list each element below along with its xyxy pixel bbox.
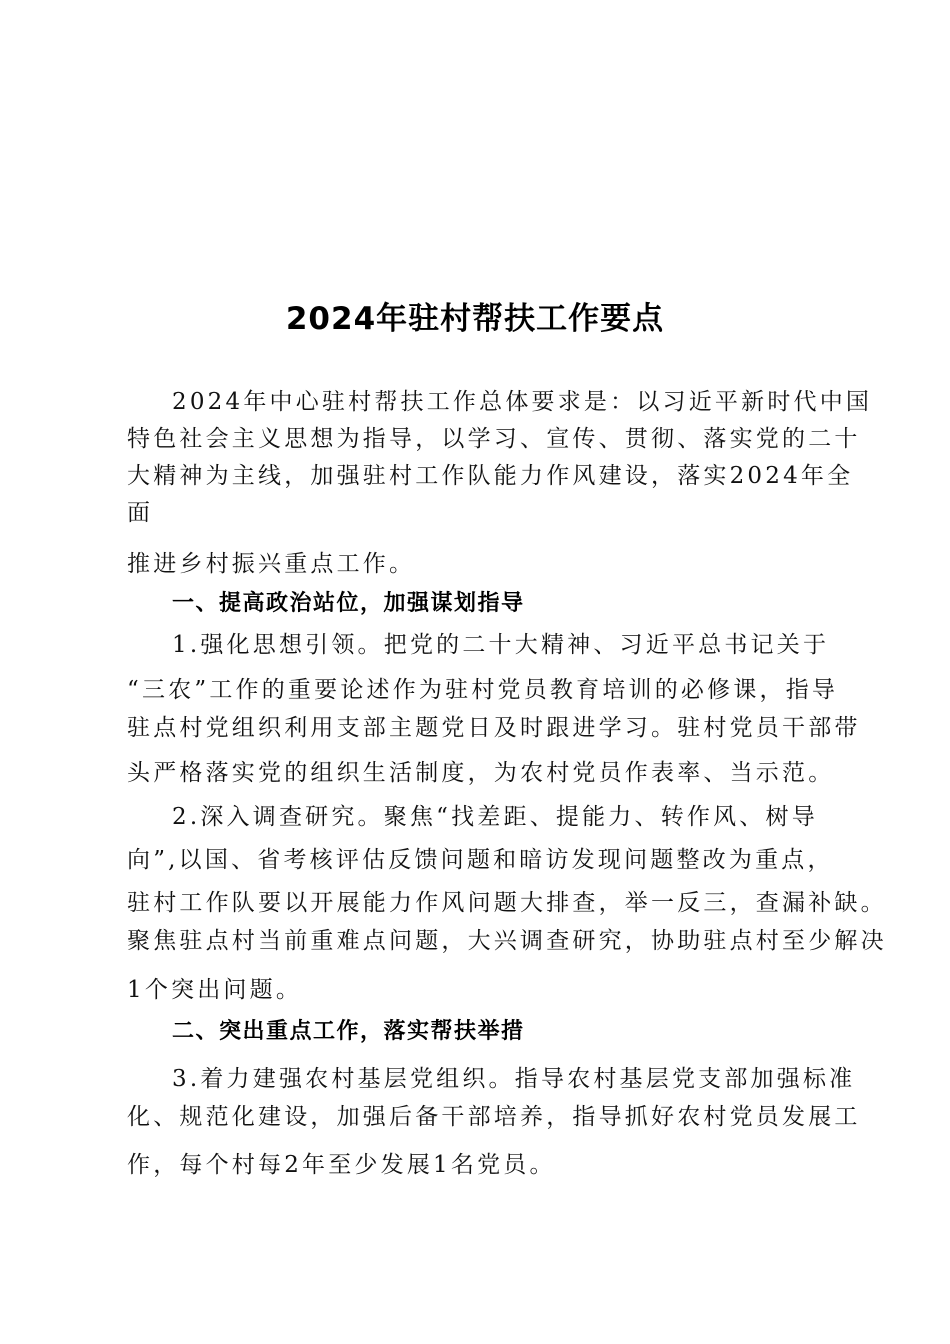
- paragraph-line: 作，每个村每2年至少发展1名党员。: [127, 1152, 556, 1178]
- paragraph-line: 推进乡村振兴重点工作。: [127, 551, 416, 577]
- paragraph-line: 1个突出问题。: [127, 977, 303, 1003]
- paragraph-line: 大精神为主线，加强驻村工作队能力作风建设，落实2024年全: [127, 463, 854, 489]
- paragraph-line: “三农”工作的重要论述作为驻村党员教育培训的必修课，指导: [127, 677, 839, 703]
- paragraph-line: 驻点村党组织利用支部主题党日及时跟进学习。驻村党员干部带: [127, 715, 861, 741]
- paragraph-line: 1.强化思想引领。把党的二十大精神、习近平总书记关于: [172, 632, 830, 658]
- paragraph-line: 2.深入调查研究。聚焦“找差距、提能力、转作风、树导: [172, 804, 818, 830]
- paragraph-line: 2024年中心驻村帮扶工作总体要求是：以习近平新时代中国: [172, 389, 873, 415]
- paragraph-line: 面: [127, 500, 154, 526]
- paragraph-line: 聚焦驻点村当前重难点问题，大兴调查研究，协助驻点村至少解决: [127, 928, 887, 954]
- paragraph-line: 驻村工作队要以开展能力作风问题大排查，举一反三，查漏补缺。: [127, 890, 887, 916]
- paragraph-line: 向”,以国、省考核评估反馈问题和暗访发现问题整改为重点，: [127, 847, 834, 873]
- paragraph-line: 头严格落实党的组织生活制度，为农村党员作表率、当示范。: [127, 760, 835, 786]
- paragraph-line: 化、规范化建设，加强后备干部培养，指导抓好农村党员发展工: [127, 1104, 861, 1130]
- section-heading: 二、突出重点工作，落实帮扶举措: [172, 1019, 525, 1044]
- paragraph-line: 特色社会主义思想为指导，以学习、宣传、贯彻、落实党的二十: [127, 426, 861, 452]
- section-heading: 一、提高政治站位，加强谋划指导: [172, 591, 525, 616]
- paragraph-line: 3.着力建强农村基层党组织。指导农村基层党支部加强标准: [172, 1066, 856, 1092]
- document-title: 2024年驻村帮扶工作要点: [285, 301, 665, 337]
